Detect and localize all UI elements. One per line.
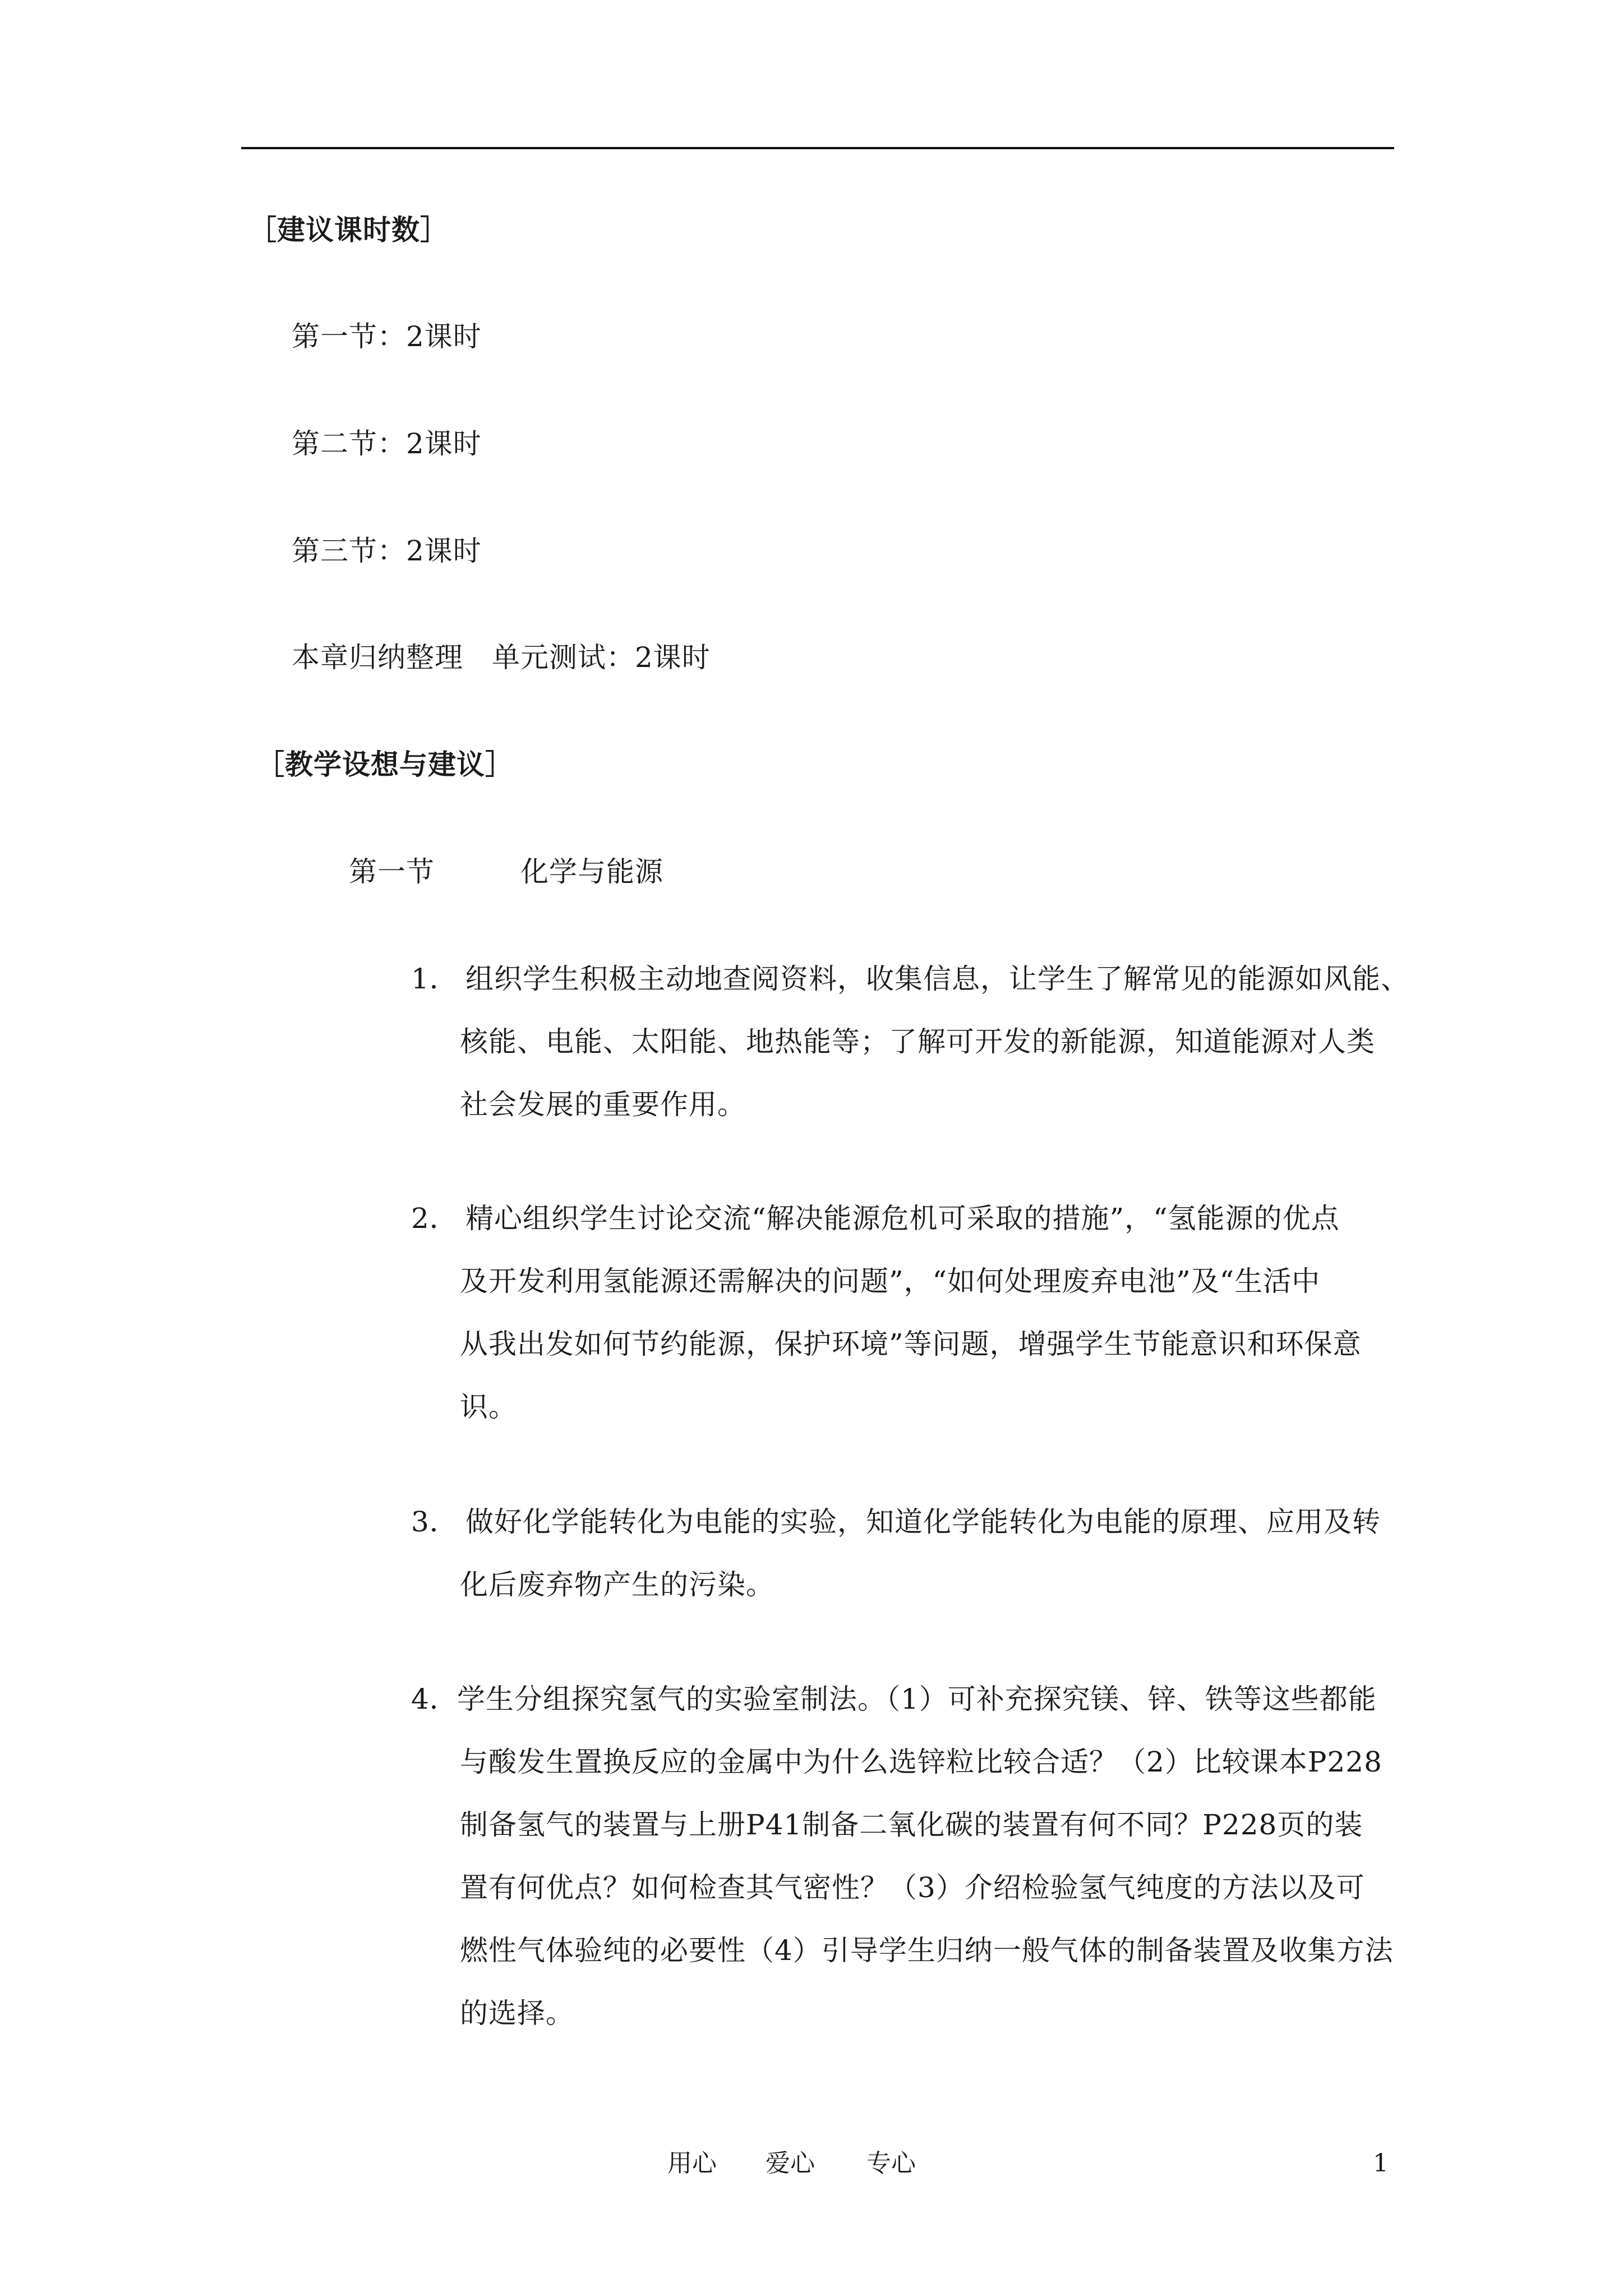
item-1-line-1: 组织学生积极主动地查阅资料，收集信息，让学生了解常见的能源如风能、 bbox=[465, 963, 1409, 995]
item-2-line-1: 精心组织学生讨论交流“解决能源危机可采取的措施”，“氢能源的优点 bbox=[465, 1202, 1340, 1235]
section-title: 第一节 化学与能源 bbox=[349, 855, 663, 888]
item-4-line-5: 燃性气体验纯的必要性（4）引导学生归纳一般气体的制备装置及收集方法 bbox=[460, 1934, 1394, 1967]
item-3-line-1: 做好化学能转化为电能的实验，知道化学能转化为电能的原理、应用及转 bbox=[465, 1506, 1381, 1538]
schedule-line-3: 第三节：2课时 bbox=[292, 535, 482, 567]
item-4-line-4: 置有何优点？如何检查其气密性？（3）介绍检验氢气纯度的方法以及可 bbox=[460, 1871, 1365, 1904]
item-4-line-1: 学生分组探究氢气的实验室制法。（1）可补充探究镁、锌、铁等这些都能 bbox=[457, 1683, 1377, 1715]
item-4-line-3: 制备氢气的装置与上册P41制备二氧化碳的装置有何不同？P228页的装 bbox=[460, 1809, 1363, 1841]
schedule-line-2: 第二节：2课时 bbox=[292, 427, 482, 460]
schedule-heading: ［建议课时数］ bbox=[248, 213, 449, 246]
item-4-number: 4． bbox=[411, 1683, 458, 1715]
footer-motto-3: 专心 bbox=[866, 2149, 916, 2178]
item-2-line-2: 及开发利用氢能源还需解决的问题”，“如何处理废弃电池”及“生活中 bbox=[460, 1265, 1321, 1297]
schedule-line-1: 第一节：2课时 bbox=[292, 320, 482, 353]
footer-motto-2: 爱心 bbox=[766, 2149, 815, 2178]
item-2-line-4: 识。 bbox=[460, 1391, 517, 1423]
teaching-heading: ［教学设想与建议］ bbox=[256, 748, 514, 781]
item-1-number: 1． bbox=[411, 963, 458, 995]
item-3-line-2: 化后废弃物产生的污染。 bbox=[460, 1568, 774, 1601]
item-1-line-2: 核能、电能、太阳能、地热能等；了解可开发的新能源，知道能源对人类 bbox=[460, 1025, 1375, 1058]
footer-motto-1: 用心 bbox=[667, 2149, 717, 2178]
item-4-line-2: 与酸发生置换反应的金属中为什么选锌粒比较合适？（2）比较课本P228 bbox=[460, 1746, 1382, 1778]
item-4-line-6: 的选择。 bbox=[460, 1997, 574, 2030]
item-2-number: 2． bbox=[411, 1202, 458, 1235]
schedule-line-4: 本章归纳整理 单元测试：2课时 bbox=[292, 641, 711, 674]
item-2-line-3: 从我出发如何节约能源，保护环境”等问题，增强学生节能意识和环保意 bbox=[460, 1328, 1362, 1360]
item-3-number: 3． bbox=[411, 1506, 458, 1538]
page-number: 1 bbox=[1373, 2149, 1389, 2178]
item-1-line-3: 社会发展的重要作用。 bbox=[460, 1088, 746, 1121]
header-rule bbox=[241, 147, 1394, 149]
